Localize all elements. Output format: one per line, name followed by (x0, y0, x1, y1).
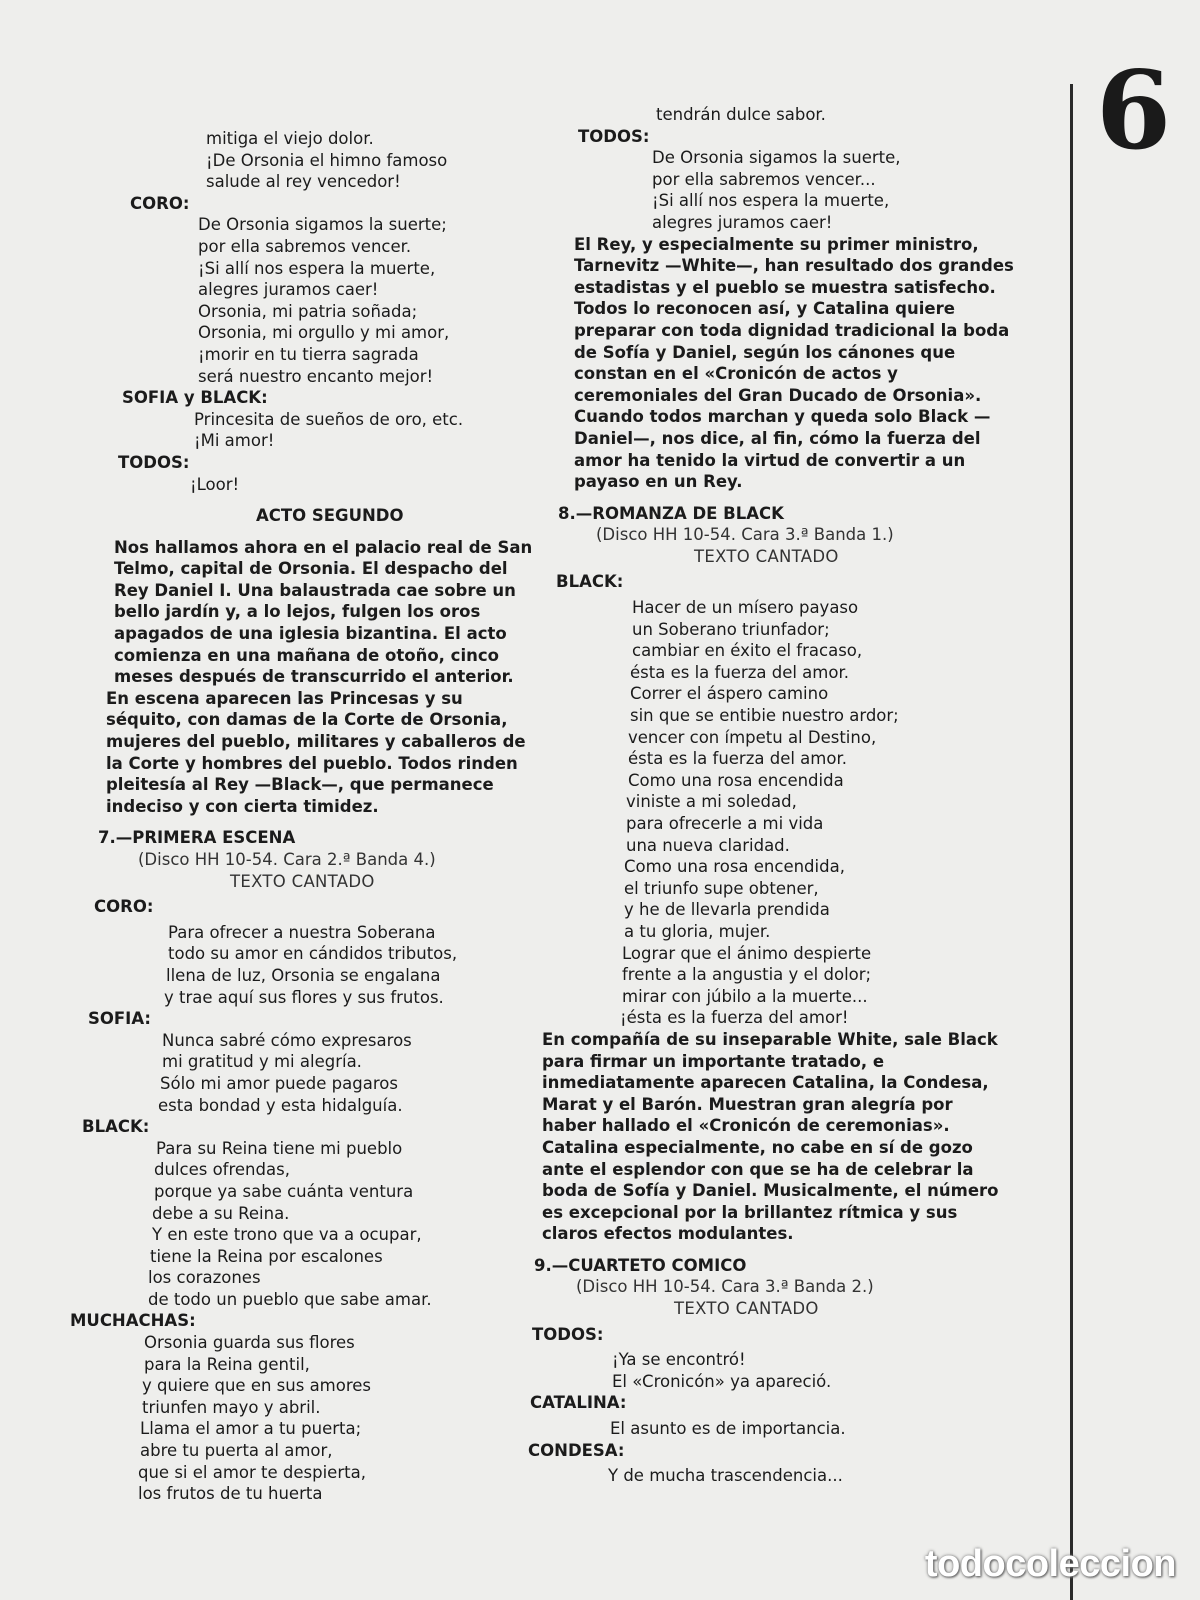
verse-line: Nunca sabré cómo expresaros (162, 1030, 412, 1050)
verse-line: Para ofrecer a nuestra Soberana (168, 922, 436, 942)
speaker-label: BLACK: (82, 1117, 150, 1137)
verse-line: Y en este trono que va a ocupar, (152, 1225, 422, 1245)
verse-line: viniste a mi soledad, (626, 792, 797, 812)
sung-text-label: TEXTO CANTADO (230, 871, 375, 891)
verse-line: Sólo mi amor puede pagaros (160, 1073, 398, 1093)
verse-line: por ella sabremos vencer... (652, 169, 876, 189)
verse-line: que si el amor te despierta, (138, 1462, 366, 1482)
verse-line: Correr el áspero camino (630, 684, 829, 704)
stage-direction: En escena aparecen las Princesas y su séquito, con damas de la Corte de Orsonia, mujeres del pueblo, militares y caballeros de la Corte y hombres del pueblo. Todos rinden pleitesía al Rey —Black—, que permanece indeciso y con cierta timidez. (106, 688, 526, 816)
verse-line: De Orsonia sigamos la suerte; (198, 215, 447, 235)
verse-line: mirar con júbilo a la muerte... (622, 986, 868, 1006)
verse-line: El «Cronicón» ya apareció. (612, 1371, 832, 1391)
speaker-label: MUCHACHAS: (70, 1311, 196, 1331)
verse-line: ¡Loor! (190, 474, 240, 494)
stage-direction: En compañía de su inseparable White, sale Black para firmar un importante tratado, e inmediatamente aparecen Catalina, la Condesa, Marat y el Barón. Muestran gran alegría por haber hallado el «Cronicón de ceremonias». Catalina especialmente, no cabe en sí de gozo ante el esplendor con que se ha de celebrar la boda de Sofía y Daniel. Musicalmente, el número es excepcional por la brillantez rítmica y sus claros efectos modulantes. (542, 1029, 999, 1244)
verse-line: Como una rosa encendida (628, 770, 844, 790)
page-number: 6 (1096, 48, 1172, 174)
speaker-label: BLACK: (556, 572, 624, 592)
verse-line: ¡Si allí nos espera la muerte, (652, 191, 890, 211)
speaker-label: SOFIA y BLACK: (122, 388, 268, 408)
verse-line: Como una rosa encendida, (624, 857, 845, 877)
verse-line: alegres juramos caer! (198, 280, 379, 300)
disc-reference: (Disco HH 10-54. Cara 2.ª Banda 4.) (138, 850, 436, 869)
speaker-label: TODOS: (578, 126, 650, 146)
verse-line: Orsonia, mi patria soñada; (198, 301, 418, 321)
verse-line: el triunfo supe obtener, (624, 878, 819, 898)
verse-line: Lograr que el ánimo despierte (622, 943, 872, 963)
stage-direction: Nos hallamos ahora en el palacio real de San Telmo, capital de Orsonia. El despacho del Rey Daniel I. Una balaustrada cae sobre un bello jardín y, a lo lejos, fulgen los oros apagados de una iglesia bizantina. El acto comienza en una mañana de otoño, cinco meses después de transcurrido el anterior. (114, 537, 533, 687)
verse-line: y trae aquí sus flores y sus frutos. (164, 987, 444, 1007)
spacer (66, 495, 546, 505)
verse-line: De Orsonia sigamos la suerte, (652, 148, 901, 168)
section-heading: ACTO SEGUNDO (256, 506, 404, 526)
spacer (66, 527, 546, 537)
verse-line: ésta es la fuerza del amor. (628, 749, 847, 769)
speaker-label: CONDESA: (528, 1440, 625, 1460)
sung-text-label: TEXTO CANTADO (674, 1299, 819, 1319)
verse-line: Y de mucha trascendencia... (608, 1466, 843, 1486)
verse-line: cambiar en éxito el fracaso, (632, 641, 863, 661)
verse-line: todo su amor en cándidos tributos, (168, 944, 458, 964)
verse-line: para la Reina gentil, (144, 1354, 310, 1374)
vertical-rule (1070, 84, 1073, 1600)
verse-line: abre tu puerta al amor, (140, 1441, 333, 1461)
speaker-label: SOFIA: (88, 1009, 151, 1029)
verse-line: Hacer de un mísero payaso (632, 598, 859, 618)
verse-line: a tu gloria, mujer. (624, 921, 771, 941)
section-heading: 7.—PRIMERA ESCENA (98, 828, 296, 848)
verse-line: dulces ofrendas, (154, 1160, 290, 1180)
disc-reference: (Disco HH 10-54. Cara 3.ª Banda 2.) (576, 1277, 874, 1297)
speaker-label: CORO: (94, 897, 154, 917)
verse-line: una nueva claridad. (626, 835, 790, 855)
sung-text-label: TEXTO CANTADO (694, 546, 839, 566)
verse-line: llena de luz, Orsonia se engalana (166, 965, 441, 985)
verse-line: los corazones (148, 1268, 261, 1288)
verse-line: los frutos de tu huerta (138, 1484, 323, 1504)
watermark: todocoleccion (924, 1543, 1176, 1585)
verse-line: y he de llevarla prendida (624, 900, 830, 920)
verse-line: Princesita de sueños de oro, etc. (194, 409, 464, 429)
verse-line: Orsonia, mi orgullo y mi amor, (198, 323, 450, 343)
verse-line: ¡morir en tu tierra sagrada (198, 344, 419, 364)
verse-line: sin que se entibie nuestro ardor; (630, 706, 899, 726)
verse-line: porque ya sabe cuánta ventura (154, 1181, 414, 1201)
verse-line: tiene la Reina por escalones (150, 1246, 383, 1266)
section-heading: 8.—ROMANZA DE BLACK (558, 503, 784, 523)
verse-line: de todo un pueblo que sabe amar. (148, 1289, 432, 1309)
verse-line: triunfen mayo y abril. (142, 1397, 321, 1417)
right-column (528, 104, 1028, 1487)
verse-line: Para su Reina tiene mi pueblo (156, 1138, 403, 1158)
verse-line: un Soberano triunfador; (632, 619, 830, 639)
verse-line: por ella sabremos vencer. (198, 236, 412, 256)
verse-line: ésta es la fuerza del amor. (630, 662, 849, 682)
verse-line: El asunto es de importancia. (610, 1419, 846, 1439)
disc-reference: (Disco HH 10-54. Cara 3.ª Banda 1.) (596, 525, 894, 545)
speaker-label: TODOS: (118, 452, 190, 472)
section-heading: 9.—CUARTETO COMICO (534, 1255, 747, 1275)
verse-line: esta bondad y esta hidalguía. (158, 1095, 403, 1115)
stage-direction: El Rey, y especialmente su primer ministro, Tarnevitz —White—, han resultado dos grandes estadistas y el pueblo se muestra satisfecho. Todos lo reconocen así, y Catalina quiere preparar con toda dignidad tradicional la boda de Sofía y Daniel, según los cánones que constan en el «Cronicón de actos y ceremoniales del Gran Ducado de Orsonia». Cuando todos marchan y queda solo Black —Daniel—, nos dice, al fin, cómo la fuerza del amor ha tenido la virtud de convertir a un payaso en un Rey. (574, 234, 1014, 492)
verse-line: alegres juramos caer! (652, 212, 833, 232)
verse-line: debe a su Reina. (152, 1203, 290, 1223)
verse-line: mitiga el viejo dolor. (206, 129, 374, 148)
verse-line: será nuestro encanto mejor! (198, 366, 434, 386)
verse-line: salude al rey vencedor! (206, 172, 401, 192)
speaker-label: CATALINA: (530, 1393, 627, 1413)
verse-line: mi gratitud y mi alegría. (162, 1052, 362, 1072)
verse-line: Orsonia guarda sus flores (144, 1333, 355, 1353)
verse-line: y quiere que en sus amores (142, 1376, 372, 1396)
speaker-label: TODOS: (532, 1324, 604, 1344)
verse-line: frente a la angustia y el dolor; (622, 965, 872, 985)
verse-line: tendrán dulce sabor. (656, 105, 826, 124)
verse-line: ¡De Orsonia el himno famoso (206, 150, 448, 170)
verse-line: ¡Ya se encontró! (612, 1350, 746, 1370)
verse-line: vencer con ímpetu al Destino, (628, 727, 877, 747)
spacer (528, 493, 1028, 503)
verse-line: ¡ésta es la fuerza del amor! (620, 1008, 849, 1028)
verse-line: Llama el amor a tu puerta; (140, 1419, 362, 1439)
spacer (66, 817, 546, 827)
verse-line: ¡Si allí nos espera la muerte, (198, 258, 436, 278)
verse-line: para ofrecerle a mi vida (626, 814, 824, 833)
left-column (66, 128, 546, 1505)
speaker-label: CORO: (130, 193, 190, 213)
spacer (528, 1245, 1028, 1255)
verse-line: ¡Mi amor! (194, 431, 275, 451)
